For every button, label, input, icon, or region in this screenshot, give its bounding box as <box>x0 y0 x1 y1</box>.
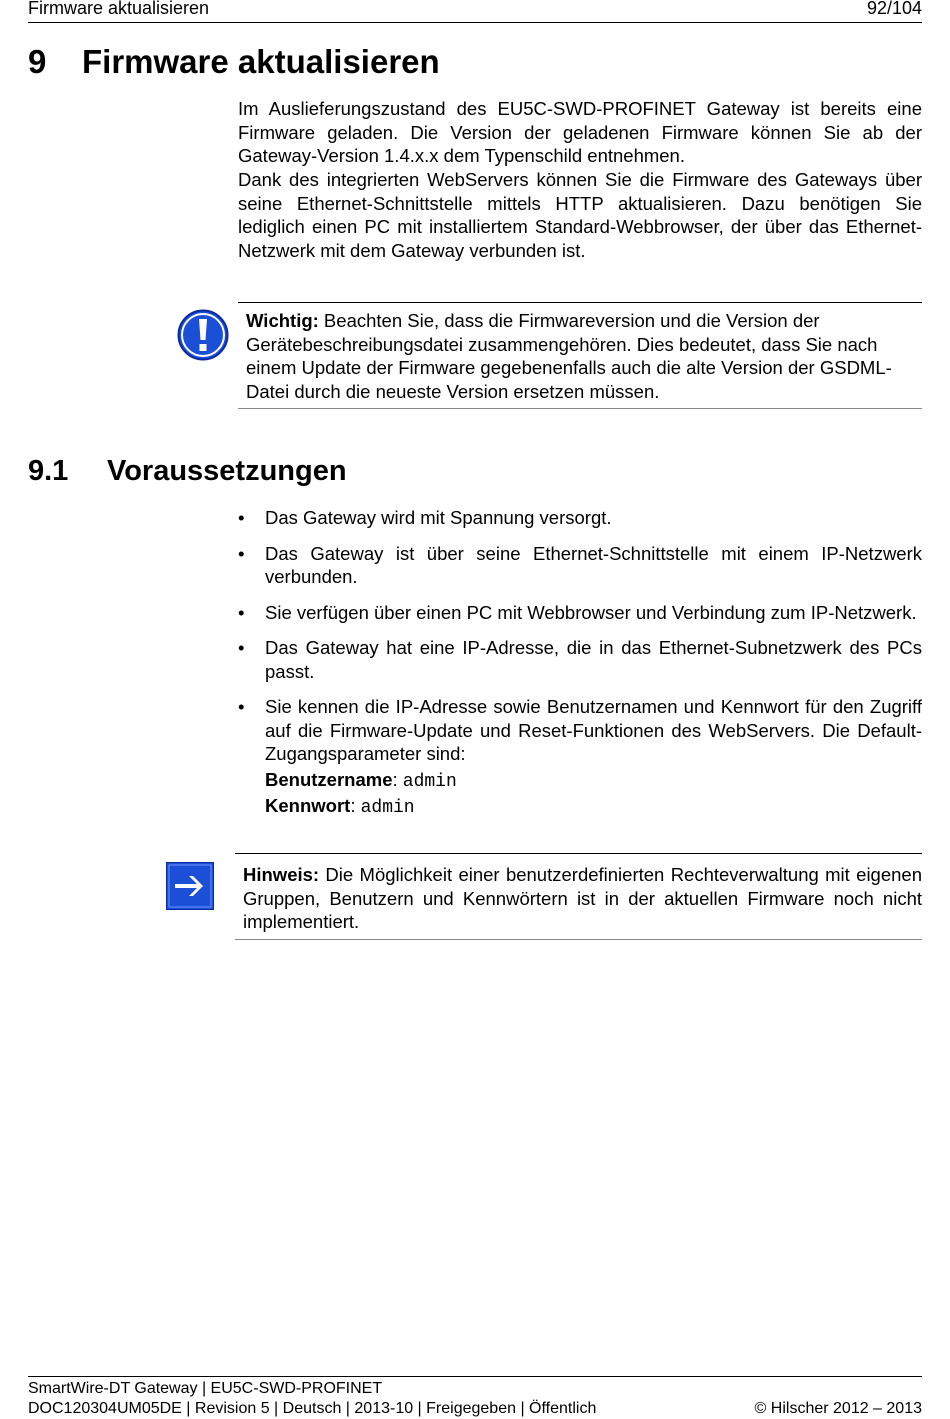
section-number: 9 <box>28 43 47 80</box>
password-value: admin <box>360 798 415 818</box>
intro-paragraph-2: Dank des integrierten WebServers können Sie die Firmware des Gateways über seine Ethernet-Schnittstelle mittels HTTP aktualisieren. Dazu benötigen Sie lediglich einen PC mit installiertem Standard-Webbrowser, der über das Ethernet-Netzwerk mit dem Gateway verbunden ist. <box>238 169 922 261</box>
footer-product: SmartWire-DT Gateway | EU5C-SWD-PROFINET <box>28 1380 383 1397</box>
bullet-icon: • <box>238 601 245 623</box>
hint-note-text <box>235 854 922 934</box>
separator: : <box>392 768 403 790</box>
important-note-label: Wichtig: <box>246 310 319 331</box>
list-item <box>238 695 922 821</box>
subsection-number: 9.1 <box>28 455 69 487</box>
intro-paragraph-1: Im Auslieferungszustand des EU5C-SWD-PROFINET Gateway ist bereits eine Firmware geladen. Die Version der geladenen Firmware können Sie ab der Gateway-Version 1.4.x.x dem Typenschild entnehmen. <box>238 98 922 166</box>
password-label: Kennwort <box>265 795 351 816</box>
bullet-icon: • <box>238 637 245 658</box>
username-value: admin <box>402 771 457 792</box>
list-item-text: Das Gateway wird mit Spannung versorgt. <box>265 507 612 528</box>
list-item <box>238 506 922 530</box>
list-item-text: Sie kennen die IP-Adresse sowie Benutzernamen und Kennwort für den Zugriff auf die Firmware-Update und Reset-Funktionen des WebServers. Die Default-Zugangsparameter sind: <box>265 696 922 764</box>
list-item <box>238 542 922 589</box>
section-heading-9-1 <box>28 452 347 490</box>
page-footer <box>28 1376 922 1417</box>
important-note <box>238 302 922 409</box>
section-title: Firmware aktualisieren <box>82 43 440 80</box>
username-label: Benutzername <box>265 768 393 790</box>
subsection-title: Voraussetzungen <box>107 455 347 487</box>
requirements-list <box>238 506 922 833</box>
list-item <box>238 601 922 625</box>
list-item-text: Das Gateway hat eine IP-Adresse, die in das Ethernet-Subnetzwerk des PCs passt. <box>265 637 922 682</box>
password-line <box>265 794 922 821</box>
arrow-right-icon <box>166 862 214 910</box>
list-item-text: Das Gateway ist über seine Ethernet-Schnittstelle mit einem IP-Netzwerk verbunden. <box>265 542 922 587</box>
username-line <box>265 768 922 795</box>
important-note-text <box>238 303 922 403</box>
separator: : <box>350 795 361 816</box>
bullet-icon: • <box>238 542 245 564</box>
footer-document-info: DOC120304UM05DE | Revision 5 | Deutsch | 2013-10 | Freigegeben | Öffentlich <box>28 1400 597 1417</box>
important-note-body: Beachten Sie, dass die Firmwareversion und die Version der Gerätebeschreibungsdatei zusammengehören. Dies bedeutet, dass Sie nach einem Update der Firmware gegebenenfalls auch die alte Version der GSDML-Datei durch die neueste Version ersetzen müssen. <box>246 310 892 402</box>
bullet-icon: • <box>238 696 245 717</box>
list-item <box>238 636 922 683</box>
header-page-number: 92/104 <box>866 0 922 18</box>
footer-copyright: © Hilscher 2012 – 2013 <box>754 1400 922 1417</box>
exclamation-icon <box>177 309 229 361</box>
section-heading-9 <box>28 40 440 84</box>
hint-note <box>235 853 922 940</box>
page-header <box>28 0 922 23</box>
hint-note-label: Hinweis: <box>243 864 320 885</box>
header-chapter-title: Firmware aktualisieren <box>28 0 210 18</box>
list-item-text: Sie verfügen über einen PC mit Webbrowser und Verbindung zum IP-Netzwerk. <box>265 601 917 623</box>
bullet-icon: • <box>238 507 245 528</box>
hint-note-body: Die Möglichkeit einer benutzerdefinierten Rechteverwaltung mit eigenen Gruppen, Benutzern und Kennwörtern ist in der aktuellen Firmware noch nicht implementiert. <box>243 864 922 932</box>
